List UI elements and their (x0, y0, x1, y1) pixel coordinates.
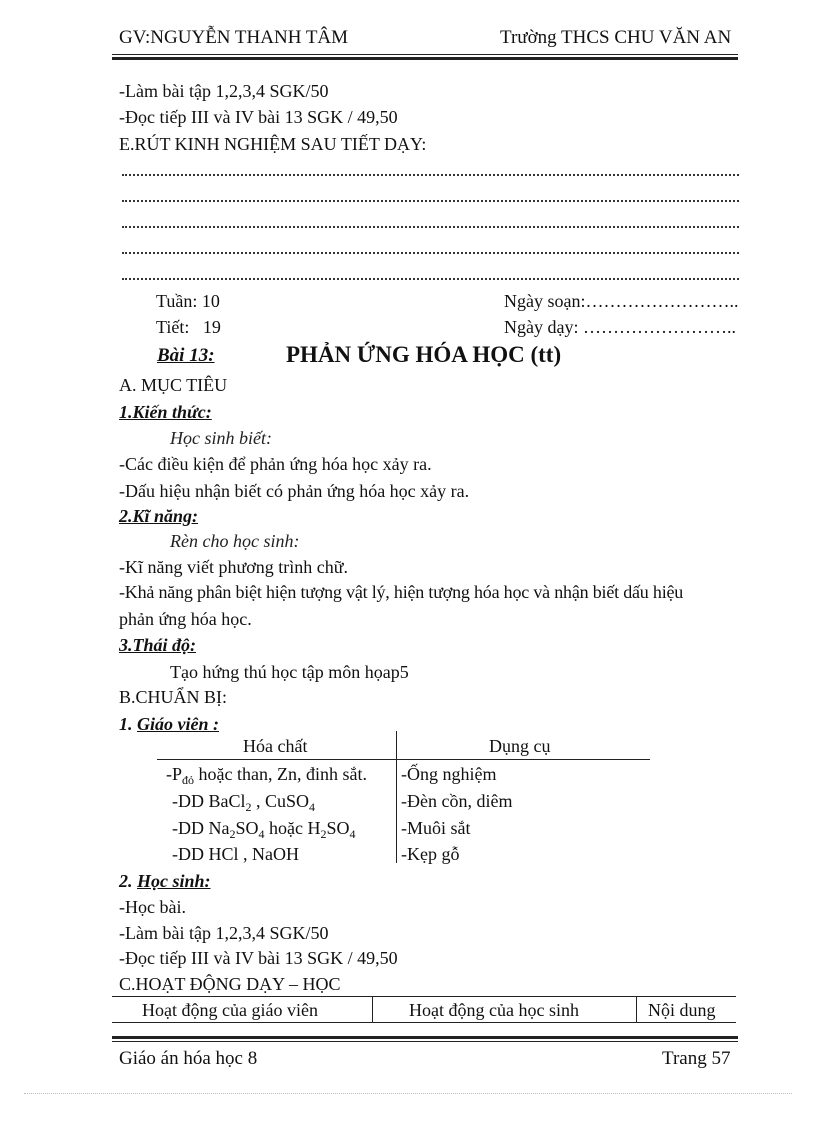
knowledge-item: -Dấu hiệu nhận biết có phản ứng hóa học xảy ra. (119, 481, 470, 501)
dotted-line (122, 226, 739, 228)
chem-sub: 2 (245, 800, 252, 814)
activity-col-divider (372, 996, 373, 1022)
week-label: Tuần: 10 (156, 291, 220, 311)
skills-item-continued: phản ứng hóa học. (119, 609, 252, 629)
chem-text: SO (326, 818, 350, 838)
col-student-activity: Hoạt động của học sinh (409, 1000, 579, 1020)
section-b-title: B.CHUẨN BỊ: (119, 687, 228, 707)
header-rule-thin (112, 54, 738, 55)
tool-item: -Kẹp gỗ (401, 844, 460, 864)
student-item: -Làm bài tập 1,2,3,4 SGK/50 (119, 923, 329, 943)
col-header-tools: Dụng cụ (489, 736, 551, 756)
chem-sub: đỏ (182, 773, 195, 787)
chem-text: hoặc H (264, 818, 321, 838)
student-heading-text: Học sinh: (137, 871, 211, 891)
dotted-line (122, 252, 739, 254)
section-a-title: A. MỤC TIÊU (119, 375, 228, 395)
lesson-title: PHẢN ỨNG HÓA HỌC (tt) (286, 342, 562, 367)
activity-col-divider (636, 996, 637, 1022)
col-content: Nội dung (648, 1000, 716, 1020)
activity-table-bottom-rule (112, 1022, 736, 1023)
knowledge-item: -Các điều kiện để phản ứng hóa học xảy ra. (119, 454, 432, 474)
tool-item: -Ống nghiệm (401, 764, 497, 784)
student-item: -Học bài. (119, 897, 186, 917)
student-item: -Đọc tiếp III và IV bài 13 SGK / 49,50 (119, 948, 398, 968)
teacher-heading-text: Giáo viên : (137, 714, 219, 734)
page-edge (24, 1093, 792, 1094)
footer-rule-thick (112, 1036, 738, 1039)
chem-sub: 4 (349, 827, 356, 841)
chem-sub: 2 (229, 827, 236, 841)
footer-doc-title: Giáo án hóa học 8 (119, 1048, 258, 1069)
table-divider (396, 731, 397, 863)
skills-heading: 2.Kĩ năng: (119, 506, 199, 526)
period-label-text: Tiết: (156, 317, 190, 337)
period-value: 19 (202, 317, 221, 337)
dotted-line (122, 174, 739, 176)
chem-text: , CuSO (251, 791, 310, 811)
knowledge-heading: 1.Kiến thức: (119, 402, 212, 422)
dotted-line (122, 200, 739, 202)
footer-rule-thin (112, 1041, 738, 1042)
header-school: Trường THCS CHU VĂN AN (500, 27, 732, 48)
knowledge-intro: Học sinh biết: (170, 428, 272, 448)
chem-sub: 2 (320, 827, 327, 841)
chemical-item (172, 790, 315, 812)
header-rule-thick (112, 57, 738, 60)
chem-sub: 4 (309, 800, 316, 814)
chemical-item (172, 817, 356, 839)
chem-text: -DD Na (172, 818, 230, 838)
section-c-title: C.HOẠT ĐỘNG DẠY – HỌC (119, 974, 341, 994)
teacher-heading (119, 713, 219, 735)
skills-item: -Kĩ năng viết phương trình chữ. (119, 557, 348, 577)
homework-line: -Làm bài tập 1,2,3,4 SGK/50 (119, 81, 329, 101)
reading-line: -Đọc tiếp III và IV bài 13 SGK / 49,50 (119, 107, 398, 127)
dotted-line (122, 278, 739, 280)
chemical-item (166, 763, 367, 785)
tool-item: -Đèn cồn, diêm (401, 791, 513, 811)
col-header-chemicals: Hóa chất (243, 736, 308, 756)
period-label (156, 316, 221, 338)
teacher-heading-prefix: 1. (119, 714, 137, 734)
chem-text: hoặc than, Zn, đinh sắt. (194, 764, 367, 784)
chem-sub: 4 (258, 827, 265, 841)
table-header-rule (157, 759, 650, 760)
chem-text: SO (235, 818, 259, 838)
col-teacher-activity: Hoạt động của giáo viên (142, 1000, 318, 1020)
student-heading-prefix: 2. (119, 871, 137, 891)
chemical-item: -DD HCl , NaOH (172, 844, 299, 864)
section-e-title: E.RÚT KINH NGHIỆM SAU TIẾT DẠY: (119, 134, 427, 154)
chem-text: -DD BaCl (172, 791, 246, 811)
chem-text: -P (166, 764, 183, 784)
prep-date: Ngày soạn:…………………….. (504, 291, 739, 311)
attitude-text: Tạo hứng thú học tập môn họap5 (170, 662, 409, 682)
header-teacher: GV:NGUYỄN THANH TÂM (119, 27, 349, 48)
attitude-heading: 3.Thái độ: (119, 635, 197, 655)
skills-intro: Rèn cho học sinh: (170, 531, 300, 551)
lesson-number: Bài 13: (157, 345, 215, 366)
teach-date: Ngày dạy: …………………….. (504, 317, 736, 337)
tool-item: -Muôi sắt (401, 818, 471, 838)
activity-table-top-rule (112, 996, 736, 997)
student-heading (119, 870, 211, 892)
skills-item: -Khả năng phân biệt hiện tượng vật lý, hiện tượng hóa học và nhận biết dấu hiệu (119, 582, 684, 602)
footer-page-number: Trang 57 (662, 1048, 731, 1069)
